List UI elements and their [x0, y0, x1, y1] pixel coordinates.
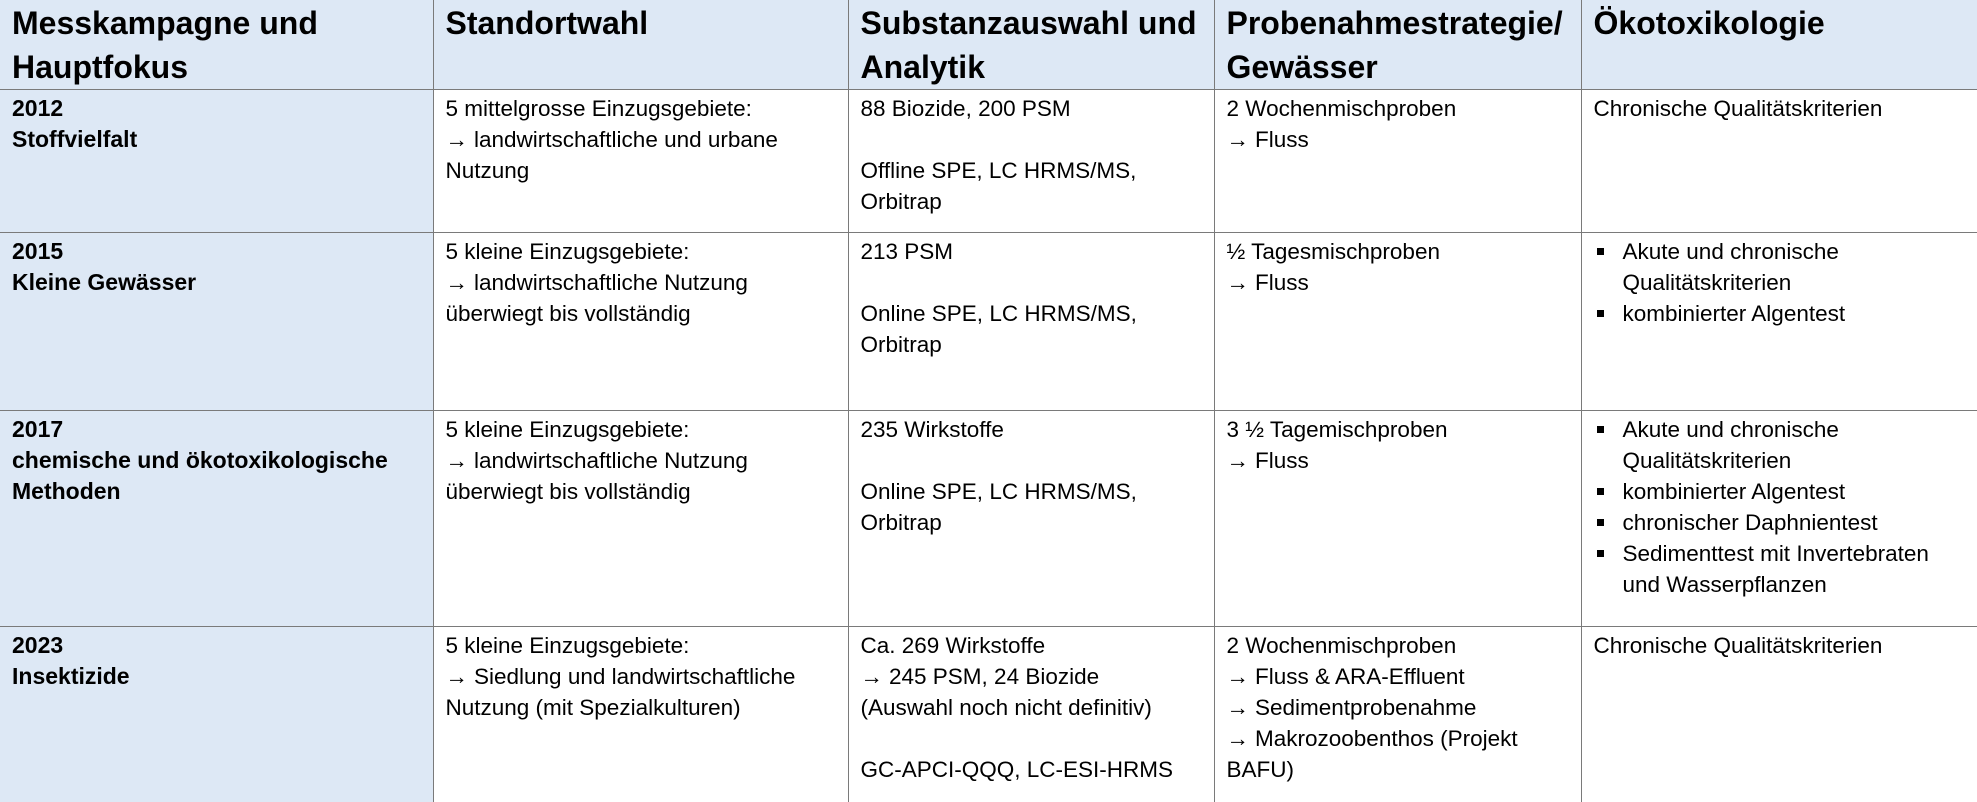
oekotox-bullet-text: Qualitätskriterien — [1622, 270, 1792, 295]
substanz-item: 88 Biozide, 200 PSM — [860, 96, 1071, 121]
arrow-right-icon: → — [1226, 127, 1249, 152]
probenahme-point-text: Fluss & ARA-Effluent — [1255, 664, 1465, 689]
campaign-year: 2023 — [12, 632, 64, 658]
header-text: Substanzauswahl und — [860, 5, 1197, 41]
substanz-detail-text: 245 PSM, 24 Biozide — [889, 664, 1100, 689]
header-text: Standortwahl — [445, 5, 649, 41]
analytik-text: Offline SPE, LC HRMS/MS, — [860, 158, 1137, 183]
analytik-text: Orbitrap — [860, 332, 942, 357]
probenahme-intro: ½ Tagesmischproben — [1226, 239, 1440, 264]
probenahme-point — [1227, 445, 1569, 476]
probenahme-point — [1227, 124, 1569, 155]
substanz-cell — [848, 627, 1214, 802]
standort-cell — [433, 90, 848, 233]
standort-intro: 5 kleine Einzugsgebiete: — [445, 239, 690, 264]
substanz-item: 213 PSM — [860, 239, 954, 264]
substanz-cell — [848, 90, 1214, 233]
standort-detail — [446, 267, 836, 298]
standort-detail — [446, 445, 836, 476]
arrow-right-icon: → — [1226, 270, 1249, 295]
header-substanzauswahl — [848, 0, 1214, 90]
header-messkampagne — [0, 0, 433, 90]
substanz-note: (Auswahl noch nicht definitiv) — [860, 695, 1152, 720]
standort-detail-text: landwirtschaftliche Nutzung — [474, 448, 748, 473]
campaign-cell — [0, 233, 433, 411]
oekotox-bullet-text: kombinierter Algentest — [1622, 479, 1846, 504]
oekotox-bullet-text: chronischer Daphnientest — [1622, 510, 1878, 535]
standort-detail-text: Siedlung und landwirtschaftliche — [474, 664, 796, 689]
substanz-intro: Ca. 269 Wirkstoffe — [860, 633, 1046, 658]
probenahme-cell — [1214, 411, 1581, 627]
list-item — [1594, 298, 1966, 329]
header-text: Hauptfokus — [12, 49, 188, 85]
oekotox-text: Chronische Qualitätskriterien — [1593, 633, 1883, 658]
arrow-right-icon: → — [445, 448, 468, 473]
arrow-right-icon: → — [860, 664, 883, 689]
table-row-2017 — [0, 411, 1977, 627]
list-item — [1594, 507, 1966, 538]
arrow-right-icon: → — [1226, 664, 1249, 689]
oekotox-bullet-text: Qualitätskriterien — [1622, 448, 1792, 473]
campaign-year: 2012 — [12, 95, 64, 121]
arrow-right-icon: → — [1226, 726, 1249, 751]
spacer — [861, 267, 1202, 298]
probenahme-point-text: Sedimentprobenahme — [1255, 695, 1477, 720]
list-item — [1594, 538, 1966, 600]
substanz-cell — [848, 411, 1214, 627]
analytik-text: Online SPE, LC HRMS/MS, — [860, 479, 1137, 504]
probenahme-cell — [1214, 627, 1581, 802]
substanz-detail — [861, 661, 1202, 692]
campaign-focus: Insektizide — [12, 663, 130, 689]
standort-intro: 5 kleine Einzugsgebiete: — [445, 633, 690, 658]
header-text: Ökotoxikologie — [1593, 5, 1825, 41]
campaign-year: 2017 — [12, 416, 64, 442]
standort-intro: 5 mittelgrosse Einzugsgebiete: — [445, 96, 752, 121]
probenahme-cell — [1214, 233, 1581, 411]
probenahme-point-text: Fluss — [1255, 270, 1309, 295]
standort-intro: 5 kleine Einzugsgebiete: — [445, 417, 690, 442]
probenahme-point — [1227, 661, 1569, 692]
campaign-cell — [0, 627, 433, 802]
probenahme-intro: 3 ½ Tagemischproben — [1226, 417, 1448, 442]
oekotox-bullet-text: Akute und chronische — [1622, 239, 1839, 264]
arrow-right-icon: → — [1226, 695, 1249, 720]
standort-detail — [446, 661, 836, 692]
probenahme-intro: 2 Wochenmischproben — [1226, 96, 1457, 121]
analytik-text: Online SPE, LC HRMS/MS, — [860, 301, 1137, 326]
probenahme-point-text: Makrozoobenthos (Projekt — [1255, 726, 1518, 751]
table-row-2015 — [0, 233, 1977, 411]
standort-cell — [433, 411, 848, 627]
standort-detail — [446, 124, 836, 155]
standort-cell — [433, 233, 848, 411]
oekotox-cell — [1581, 411, 1977, 627]
probenahme-point — [1227, 692, 1569, 723]
analytik-text: Orbitrap — [860, 510, 942, 535]
substanz-item: 235 Wirkstoffe — [860, 417, 1004, 442]
oekotox-bullet-text: und Wasserpflanzen — [1622, 572, 1827, 597]
campaign-cell — [0, 90, 433, 233]
oekotox-cell — [1581, 233, 1977, 411]
standort-detail-text: überwiegt bis vollständig — [445, 301, 691, 326]
analytik-text: GC-APCI-QQQ, LC-ESI-HRMS — [860, 757, 1174, 782]
oekotox-bullet-text: Sedimenttest mit Invertebraten — [1622, 541, 1929, 566]
campaign-focus: Kleine Gewässer — [12, 269, 197, 295]
table-row-2023 — [0, 627, 1977, 802]
probenahme-intro: 2 Wochenmischproben — [1226, 633, 1457, 658]
arrow-right-icon: → — [445, 664, 468, 689]
campaign-year: 2015 — [12, 238, 64, 264]
list-item — [1594, 236, 1966, 298]
campaign-focus: chemische und ökotoxikologische — [12, 447, 388, 473]
header-row — [0, 0, 1977, 90]
oekotox-list — [1594, 236, 1966, 329]
substanz-cell — [848, 233, 1214, 411]
probenahme-point — [1227, 267, 1569, 298]
header-text: Gewässer — [1226, 49, 1378, 85]
standort-detail-text: Nutzung — [445, 158, 530, 183]
probenahme-point-text: Fluss — [1255, 448, 1309, 473]
arrow-right-icon: → — [445, 270, 468, 295]
arrow-right-icon: → — [1226, 448, 1249, 473]
list-item — [1594, 414, 1966, 476]
campaign-focus: Methoden — [12, 478, 121, 504]
oekotox-cell — [1581, 627, 1977, 802]
probenahme-point-text: Fluss — [1255, 127, 1309, 152]
standort-detail-text: landwirtschaftliche und urbane — [474, 127, 778, 152]
header-oekotoxikologie — [1581, 0, 1977, 90]
standort-cell — [433, 627, 848, 802]
probenahme-point-text: BAFU) — [1226, 757, 1294, 782]
oekotox-bullet-text: kombinierter Algentest — [1622, 301, 1846, 326]
spacer — [861, 723, 1202, 754]
standort-detail-text: überwiegt bis vollständig — [445, 479, 691, 504]
table-row-2012 — [0, 90, 1977, 233]
oekotox-text: Chronische Qualitätskriterien — [1593, 96, 1883, 121]
spacer — [861, 124, 1202, 155]
oekotox-bullet-text: Akute und chronische — [1622, 417, 1839, 442]
probenahme-cell — [1214, 90, 1581, 233]
standort-detail-text: Nutzung (mit Spezialkulturen) — [445, 695, 741, 720]
campaign-cell — [0, 411, 433, 627]
standort-detail-text: landwirtschaftliche Nutzung — [474, 270, 748, 295]
campaign-focus: Stoffvielfalt — [12, 126, 138, 152]
header-text: Analytik — [860, 49, 985, 85]
header-text: Probenahmestrategie/ — [1226, 5, 1563, 41]
oekotox-list — [1594, 414, 1966, 600]
arrow-right-icon: → — [445, 127, 468, 152]
header-text: Messkampagne und — [12, 5, 318, 41]
header-standortwahl — [433, 0, 848, 90]
spacer — [861, 445, 1202, 476]
header-probenahmestrategie — [1214, 0, 1581, 90]
probenahme-point — [1227, 723, 1569, 754]
oekotox-cell — [1581, 90, 1977, 233]
list-item — [1594, 476, 1966, 507]
analytik-text: Orbitrap — [860, 189, 942, 214]
